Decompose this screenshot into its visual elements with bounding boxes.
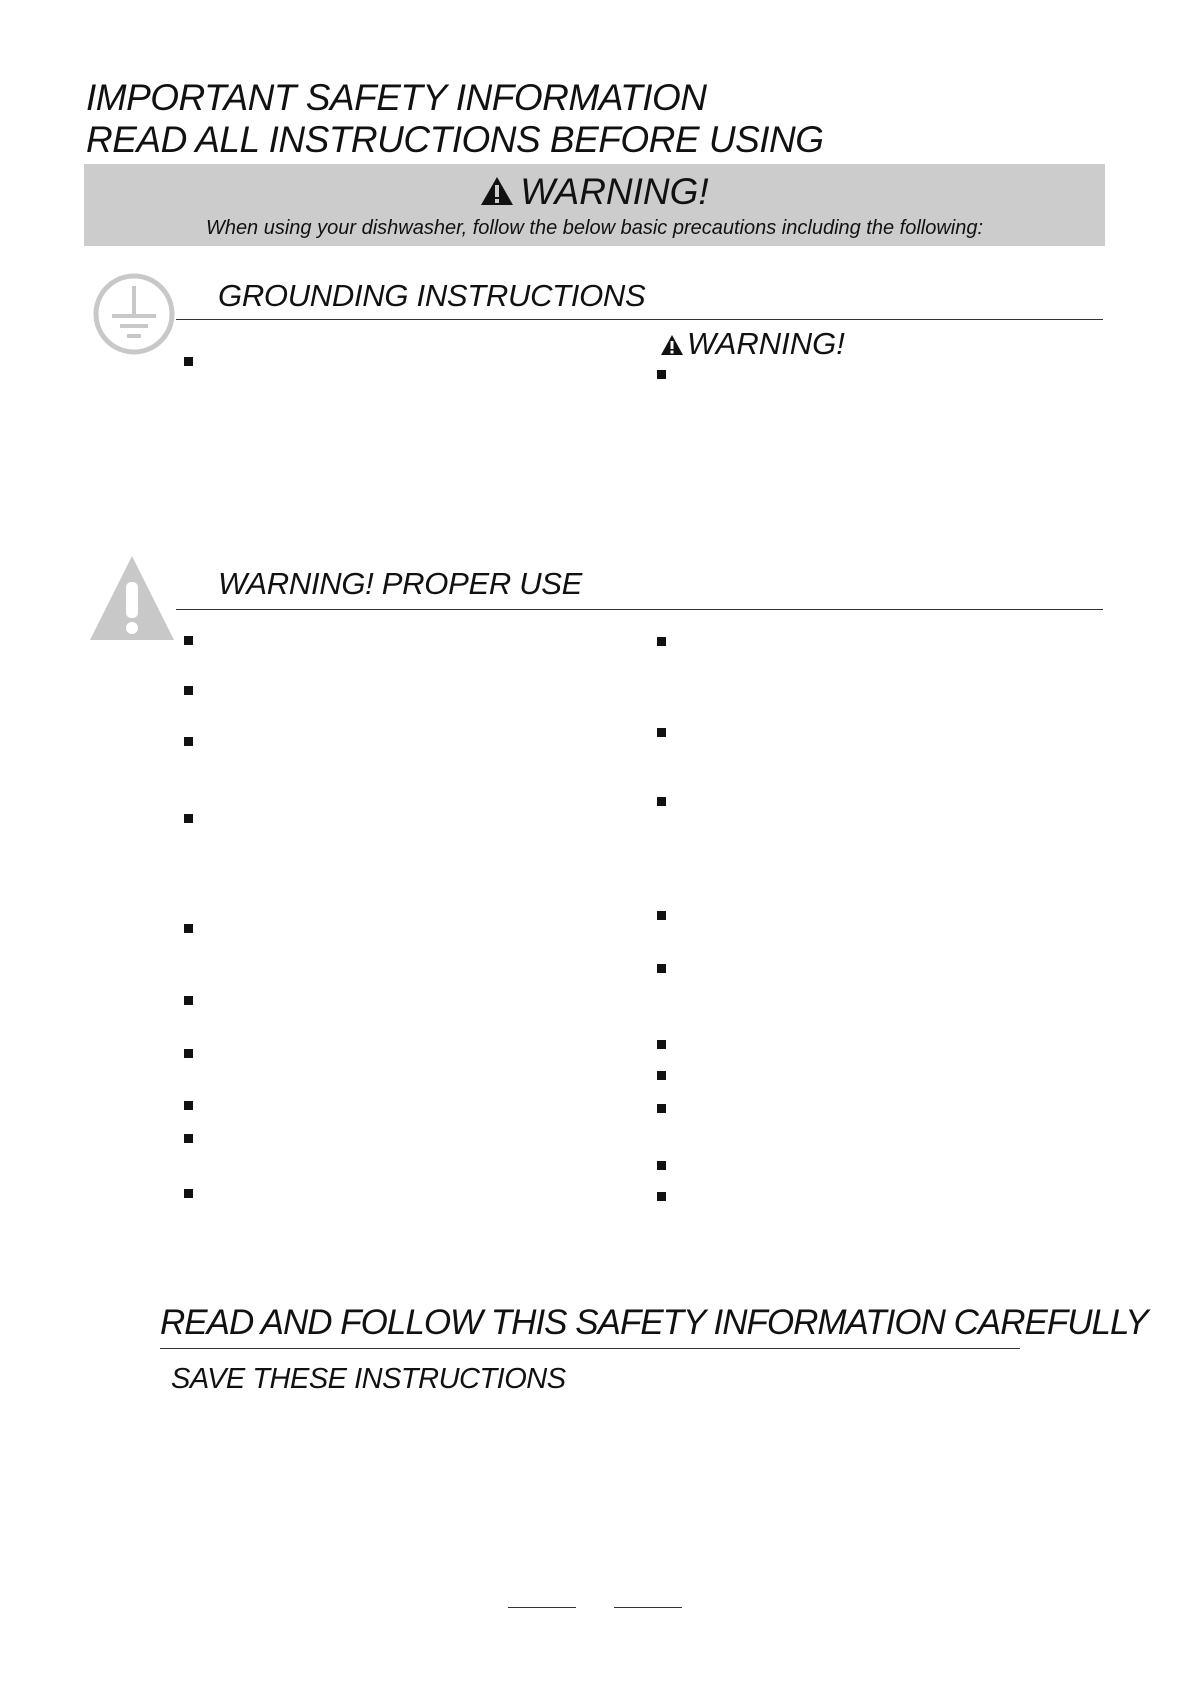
- warning-triangle-icon: [660, 334, 684, 356]
- list-bullet: [657, 797, 666, 806]
- proper-use-divider: [176, 609, 1103, 610]
- banner-heading-text: WARNING!: [520, 171, 709, 212]
- list-bullet: [184, 996, 193, 1005]
- banner-subtext: When using your dishwasher, follow the below basic precautions including the following:: [205, 217, 984, 239]
- list-bullet: [657, 728, 666, 737]
- list-bullet: [184, 636, 193, 645]
- list-bullet: [184, 924, 193, 933]
- list-bullet: [184, 357, 193, 366]
- warning-banner: [84, 164, 1105, 246]
- grounding-divider: [176, 319, 1103, 320]
- footer-title: READ AND FOLLOW THIS SAFETY INFORMATION CAREFULLY: [160, 1303, 1148, 1342]
- page-title-line2: READ ALL INSTRUCTIONS BEFORE USING: [86, 119, 824, 160]
- list-bullet: [184, 1189, 193, 1198]
- warning-triangle-icon: [480, 176, 514, 206]
- page-number-line-right: [614, 1607, 682, 1608]
- save-instructions: SAVE THESE INSTRUCTIONS: [171, 1363, 566, 1395]
- page-number-line-left: [508, 1607, 576, 1608]
- grounding-warning-text: WARNING!: [687, 326, 845, 361]
- list-bullet: [657, 637, 666, 646]
- list-bullet: [184, 814, 193, 823]
- list-bullet: [657, 1161, 666, 1170]
- list-bullet: [657, 370, 666, 379]
- list-bullet: [184, 1101, 193, 1110]
- proper-use-heading: WARNING! PROPER USE: [218, 566, 583, 601]
- grounding-heading: GROUNDING INSTRUCTIONS: [218, 278, 646, 313]
- list-bullet: [657, 1192, 666, 1201]
- list-bullet: [657, 1104, 666, 1113]
- list-bullet: [184, 737, 193, 746]
- list-bullet: [657, 964, 666, 973]
- page-title-line1: IMPORTANT SAFETY INFORMATION: [86, 77, 707, 118]
- grounding-warning-label: [660, 326, 845, 362]
- list-bullet: [657, 1071, 666, 1080]
- list-bullet: [184, 1134, 193, 1143]
- banner-heading: [84, 170, 1105, 214]
- exclamation-triangle-icon: [88, 554, 176, 642]
- list-bullet: [184, 686, 193, 695]
- list-bullet: [184, 1049, 193, 1058]
- ground-symbol-icon: [92, 272, 176, 356]
- footer-divider: [160, 1348, 1020, 1349]
- list-bullet: [657, 911, 666, 920]
- list-bullet: [657, 1040, 666, 1049]
